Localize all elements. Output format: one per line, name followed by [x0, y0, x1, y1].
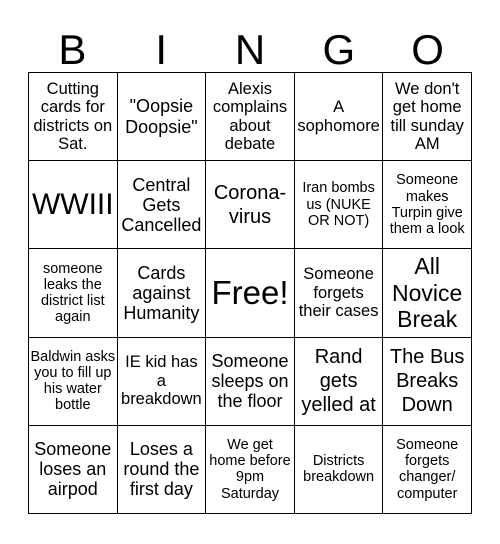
bingo-cell-r2-c4[interactable]: All Novice Break — [383, 249, 472, 337]
bingo-cell-r1-c1[interactable]: Central Gets Cancelled — [118, 161, 207, 249]
header-letter-b: B — [58, 26, 87, 73]
bingo-cell-r2-c3[interactable]: Someone forgets their cases — [295, 249, 384, 337]
bingo-cell-r4-c4[interactable]: Someone forgets changer/ computer — [383, 426, 472, 514]
bingo-cell-r1-c2[interactable]: Corona-virus — [206, 161, 295, 249]
bingo-cell-r3-c1[interactable]: IE kid has a breakdown — [118, 338, 207, 426]
bingo-grid — [28, 72, 472, 514]
bingo-cell-r4-c1[interactable]: Loses a round the first day — [118, 426, 207, 514]
bingo-cell-r1-c3[interactable]: Iran bombs us (NUKE OR NOT) — [295, 161, 384, 249]
bingo-cell-r0-c4[interactable]: We don't get home till sunday AM — [383, 73, 472, 161]
header-letter-i: I — [155, 26, 168, 73]
bingo-cell-r4-c2[interactable]: We get home before 9pm Saturday — [206, 426, 295, 514]
bingo-cell-r1-c4[interactable]: Someone makes Turpin give them a look — [383, 161, 472, 249]
header-letter-n: N — [234, 26, 266, 73]
bingo-cell-r3-c4[interactable]: The Bus Breaks Down — [383, 338, 472, 426]
header-letter-g: G — [322, 26, 356, 73]
bingo-cell-r3-c0[interactable]: Baldwin asks you to fill up his water bottle — [29, 338, 118, 426]
header-letter-o: O — [411, 26, 444, 73]
bingo-cell-r4-c3[interactable]: Districts breakdown — [295, 426, 384, 514]
free-space-cell[interactable]: Free! — [206, 249, 295, 337]
bingo-cell-r3-c2[interactable]: Someone sleeps on the floor — [206, 338, 295, 426]
bingo-cell-r4-c0[interactable]: Someone loses an airpod — [29, 426, 118, 514]
bingo-cell-r0-c2[interactable]: Alexis complains about debate — [206, 73, 295, 161]
bingo-header — [28, 28, 472, 72]
bingo-cell-r0-c0[interactable]: Cutting cards for districts on Sat. — [29, 73, 118, 161]
bingo-cell-r0-c3[interactable]: A sophomore — [295, 73, 384, 161]
bingo-cell-r0-c1[interactable]: "Oopsie Doopsie" — [118, 73, 207, 161]
bingo-cell-r1-c0[interactable]: WWIII — [29, 161, 118, 249]
bingo-cell-r2-c0[interactable]: someone leaks the district list again — [29, 249, 118, 337]
bingo-cell-r3-c3[interactable]: Rand gets yelled at — [295, 338, 384, 426]
bingo-cell-r2-c1[interactable]: Cards against Humanity — [118, 249, 207, 337]
